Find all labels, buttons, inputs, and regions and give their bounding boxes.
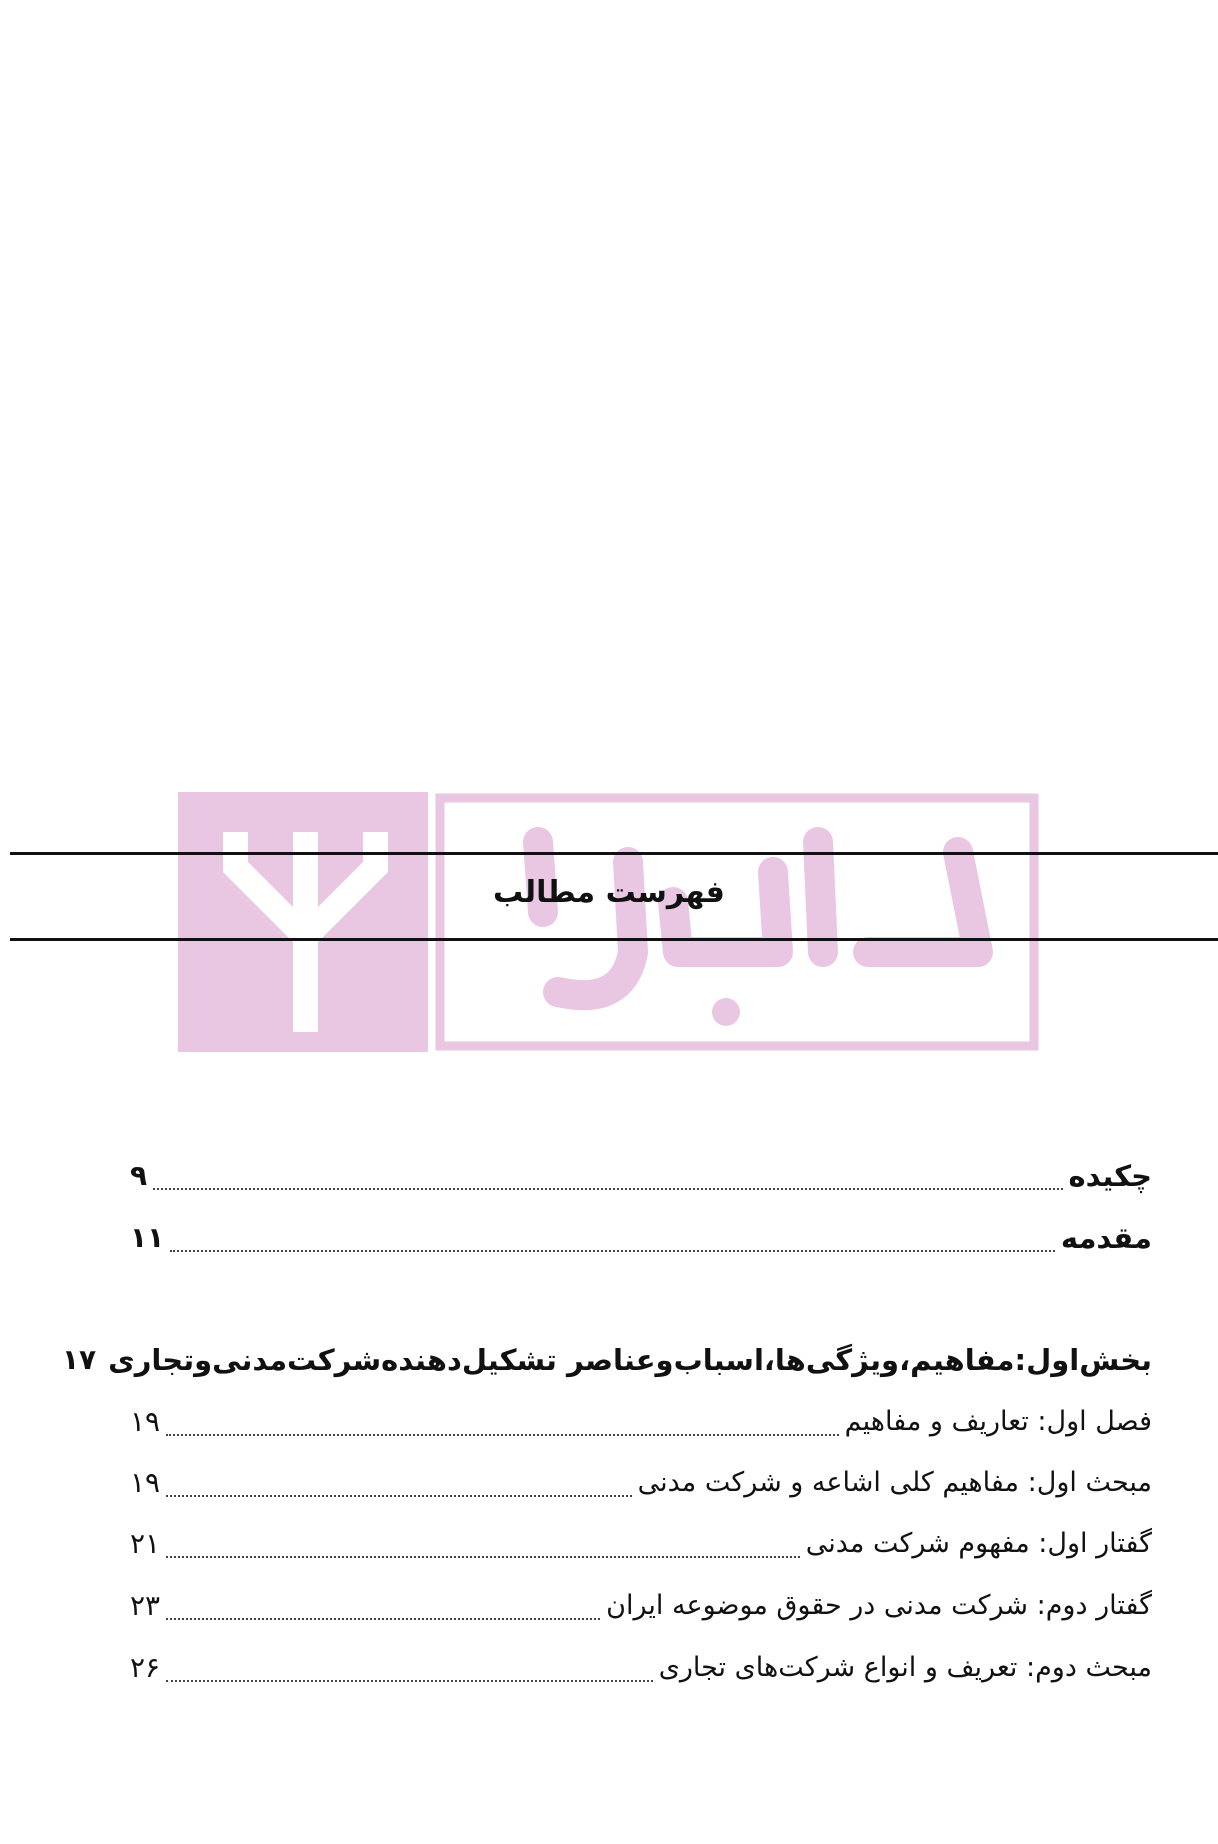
toc-entry-section-one[interactable] bbox=[130, 1457, 1152, 1509]
toc-leader-dots bbox=[170, 1250, 1055, 1252]
toc-entry-discourse-two[interactable] bbox=[130, 1580, 1152, 1632]
toc-entry-label: فصل اول: تعاریف و مفاهیم bbox=[844, 1406, 1152, 1437]
toc-entry-label: مبحث اول: مفاهیم کلی اشاعه و شرکت مدنی bbox=[637, 1467, 1152, 1498]
toc-entry-label: چکیده bbox=[1068, 1159, 1152, 1193]
toc-entry-page: ۲۳ bbox=[130, 1589, 161, 1622]
toc-leader-dots bbox=[153, 1188, 1062, 1190]
toc-entry-page: ۱۹ bbox=[130, 1466, 161, 1499]
heading-bottom-rule bbox=[10, 938, 1218, 941]
watermark-text: دادبازار bbox=[738, 1042, 741, 1043]
toc-entry-abstract[interactable] bbox=[130, 1150, 1152, 1202]
toc-entry-label: مقدمه bbox=[1060, 1221, 1152, 1255]
toc-entry-page: ۲۶ bbox=[130, 1651, 161, 1684]
toc-entry-label: گفتار اول: مفهوم شرکت مدنی bbox=[805, 1528, 1152, 1559]
page-title: فهرست مطالب bbox=[493, 875, 725, 910]
toc-entry-chapter-one[interactable] bbox=[130, 1396, 1152, 1448]
toc-entry-page: ۹ bbox=[130, 1159, 148, 1192]
toc-entry-page: ۱۷ bbox=[61, 1343, 97, 1376]
toc-leader-dots bbox=[166, 1556, 800, 1558]
toc-leader-dots bbox=[166, 1618, 600, 1620]
toc-entry-introduction[interactable] bbox=[130, 1212, 1152, 1264]
toc-entry-part-one[interactable] bbox=[61, 1334, 1152, 1386]
watermark-dot bbox=[712, 998, 740, 1026]
toc-entry-label: گفتار دوم: شرکت مدنی در حقوق موضوعه ایران bbox=[606, 1590, 1152, 1621]
toc-entry-discourse-one[interactable] bbox=[130, 1518, 1152, 1570]
toc-entry-label: مبحث دوم: تعریف و انواع شرکت‌های تجاری bbox=[658, 1652, 1152, 1683]
toc-leader-dots bbox=[166, 1495, 632, 1497]
toc-entry-section-two[interactable] bbox=[130, 1642, 1152, 1694]
toc-leader-dots bbox=[166, 1434, 839, 1436]
heading-top-rule bbox=[10, 852, 1218, 855]
toc-entry-label: بخش‌اول:مفاهیم،ویژگی‌ها،اسباب‌وعناصر تشکیل‌دهنده‌شرکت‌مدنی‌وتجاری bbox=[108, 1343, 1152, 1377]
toc-entry-page: ۱۹ bbox=[130, 1405, 161, 1438]
toc-entry-page: ۲۱ bbox=[130, 1527, 161, 1560]
toc-entry-page: ۱۱ bbox=[130, 1221, 165, 1254]
toc-leader-dots bbox=[166, 1680, 653, 1682]
